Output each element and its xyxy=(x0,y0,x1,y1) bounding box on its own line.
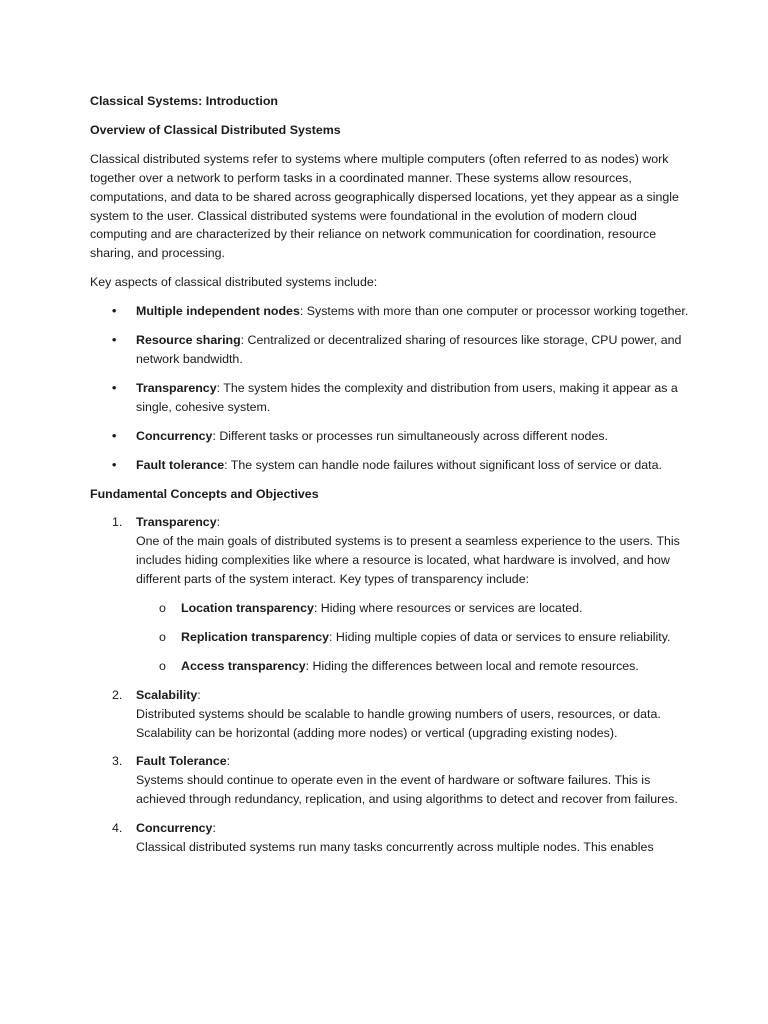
key-aspect-desc: : Different tasks or processes run simultaneously across different nodes. xyxy=(212,428,608,443)
concept-text: One of the main goals of distributed systems is to present a seamless experience to the users. This includes hiding complexities like where a resource is located, what hardware is involved, and how different parts of the system interact. Key types of transparency include: xyxy=(136,534,680,587)
transparency-type-term: Replication transparency xyxy=(181,629,330,644)
key-aspect-term: Transparency xyxy=(136,380,217,395)
key-aspect-item xyxy=(90,379,690,417)
concept-text: Classical distributed systems run many tasks concurrently across multiple nodes. This enables xyxy=(136,840,654,855)
document-body xyxy=(90,92,690,867)
overview-paragraph: Classical distributed systems refer to systems where multiple computers (often referred to as nodes) work together over a network to perform tasks in a coordinated manner. These systems allow resources, computations, and data to be shared across geographically dispersed locations, yet they appear as a single system to the user. Classical distributed systems were foundational in the evolution of modern cloud computing and are characterized by their reliance on network communication for coordination, resource sharing, and processing. xyxy=(90,151,679,261)
transparency-type-desc: : Hiding the differences between local and remote resources. xyxy=(305,658,639,673)
key-aspects-intro: Key aspects of classical distributed systems include: xyxy=(90,275,378,290)
concept-colon: : xyxy=(216,515,221,530)
concept-title: Transparency xyxy=(136,515,217,530)
fundamentals-heading: Fundamental Concepts and Objectives xyxy=(90,486,319,501)
key-aspect-term: Multiple independent nodes xyxy=(136,304,300,319)
overview-heading: Overview of Classical Distributed Systems xyxy=(90,122,341,137)
key-aspect-item xyxy=(90,427,690,446)
concept-colon: : xyxy=(197,687,201,702)
key-aspect-item xyxy=(90,302,690,321)
concept-text: Systems should continue to operate even in the event of hardware or software failures. This is achieved through redundancy, replication, and using algorithms to detect and recover from failures. xyxy=(136,773,678,807)
concept-number: 1. xyxy=(112,515,123,530)
concept-colon: : xyxy=(212,821,216,836)
key-aspect-desc: : The system can handle node failures without significant loss of service or data. xyxy=(224,457,662,472)
concept-item-transparency xyxy=(90,513,690,675)
concept-item-concurrency xyxy=(90,819,690,857)
transparency-types-list xyxy=(136,599,690,676)
key-aspect-term: Concurrency xyxy=(136,428,213,443)
key-aspect-item xyxy=(90,331,690,369)
concept-item-fault-tolerance xyxy=(90,752,690,809)
concept-item-scalability xyxy=(90,686,690,743)
circle-bullet-icon: o xyxy=(159,629,166,644)
concept-title: Concurrency xyxy=(136,821,213,836)
circle-bullet-icon: o xyxy=(159,601,166,616)
concept-text: Distributed systems should be scalable to handle growing numbers of users, resources, or data. Scalability can be horizontal (adding more nodes) or vertical (upgrading existing nodes). xyxy=(136,706,661,740)
key-aspect-term: Fault tolerance xyxy=(136,457,225,472)
transparency-type-item xyxy=(136,628,690,647)
transparency-type-item xyxy=(136,599,690,618)
concept-colon: : xyxy=(226,754,231,769)
concept-number: 2. xyxy=(112,687,123,702)
key-aspect-desc: : Centralized or decentralized sharing of resources like storage, CPU power, and network bandwidth. xyxy=(136,333,682,366)
concept-title: Scalability xyxy=(136,687,198,702)
bullet-icon: • xyxy=(112,428,117,443)
document-title: Classical Systems: Introduction xyxy=(90,94,278,108)
bullet-icon: • xyxy=(112,380,117,395)
transparency-type-term: Access transparency xyxy=(181,658,306,673)
bullet-icon: • xyxy=(112,304,117,319)
transparency-type-desc: : Hiding where resources or services are located. xyxy=(313,601,583,616)
concept-number: 3. xyxy=(112,754,123,769)
transparency-type-term: Location transparency xyxy=(181,601,314,616)
key-aspect-term: Resource sharing xyxy=(136,333,241,348)
concept-number: 4. xyxy=(112,821,123,836)
circle-bullet-icon: o xyxy=(159,658,166,673)
bullet-icon: • xyxy=(112,333,117,348)
transparency-type-desc: : Hiding multiple copies of data or services to ensure reliability. xyxy=(329,629,671,644)
key-aspect-desc: : The system hides the complexity and distribution from users, making it appear as a single, cohesive system. xyxy=(136,380,678,414)
key-aspect-desc: : Systems with more than one computer or processor working together. xyxy=(299,304,689,319)
concepts-list xyxy=(90,513,690,857)
concept-title: Fault Tolerance xyxy=(136,754,227,769)
key-aspect-item xyxy=(90,456,690,475)
transparency-type-item xyxy=(136,657,690,676)
key-aspects-list xyxy=(90,302,690,474)
bullet-icon: • xyxy=(112,457,117,472)
